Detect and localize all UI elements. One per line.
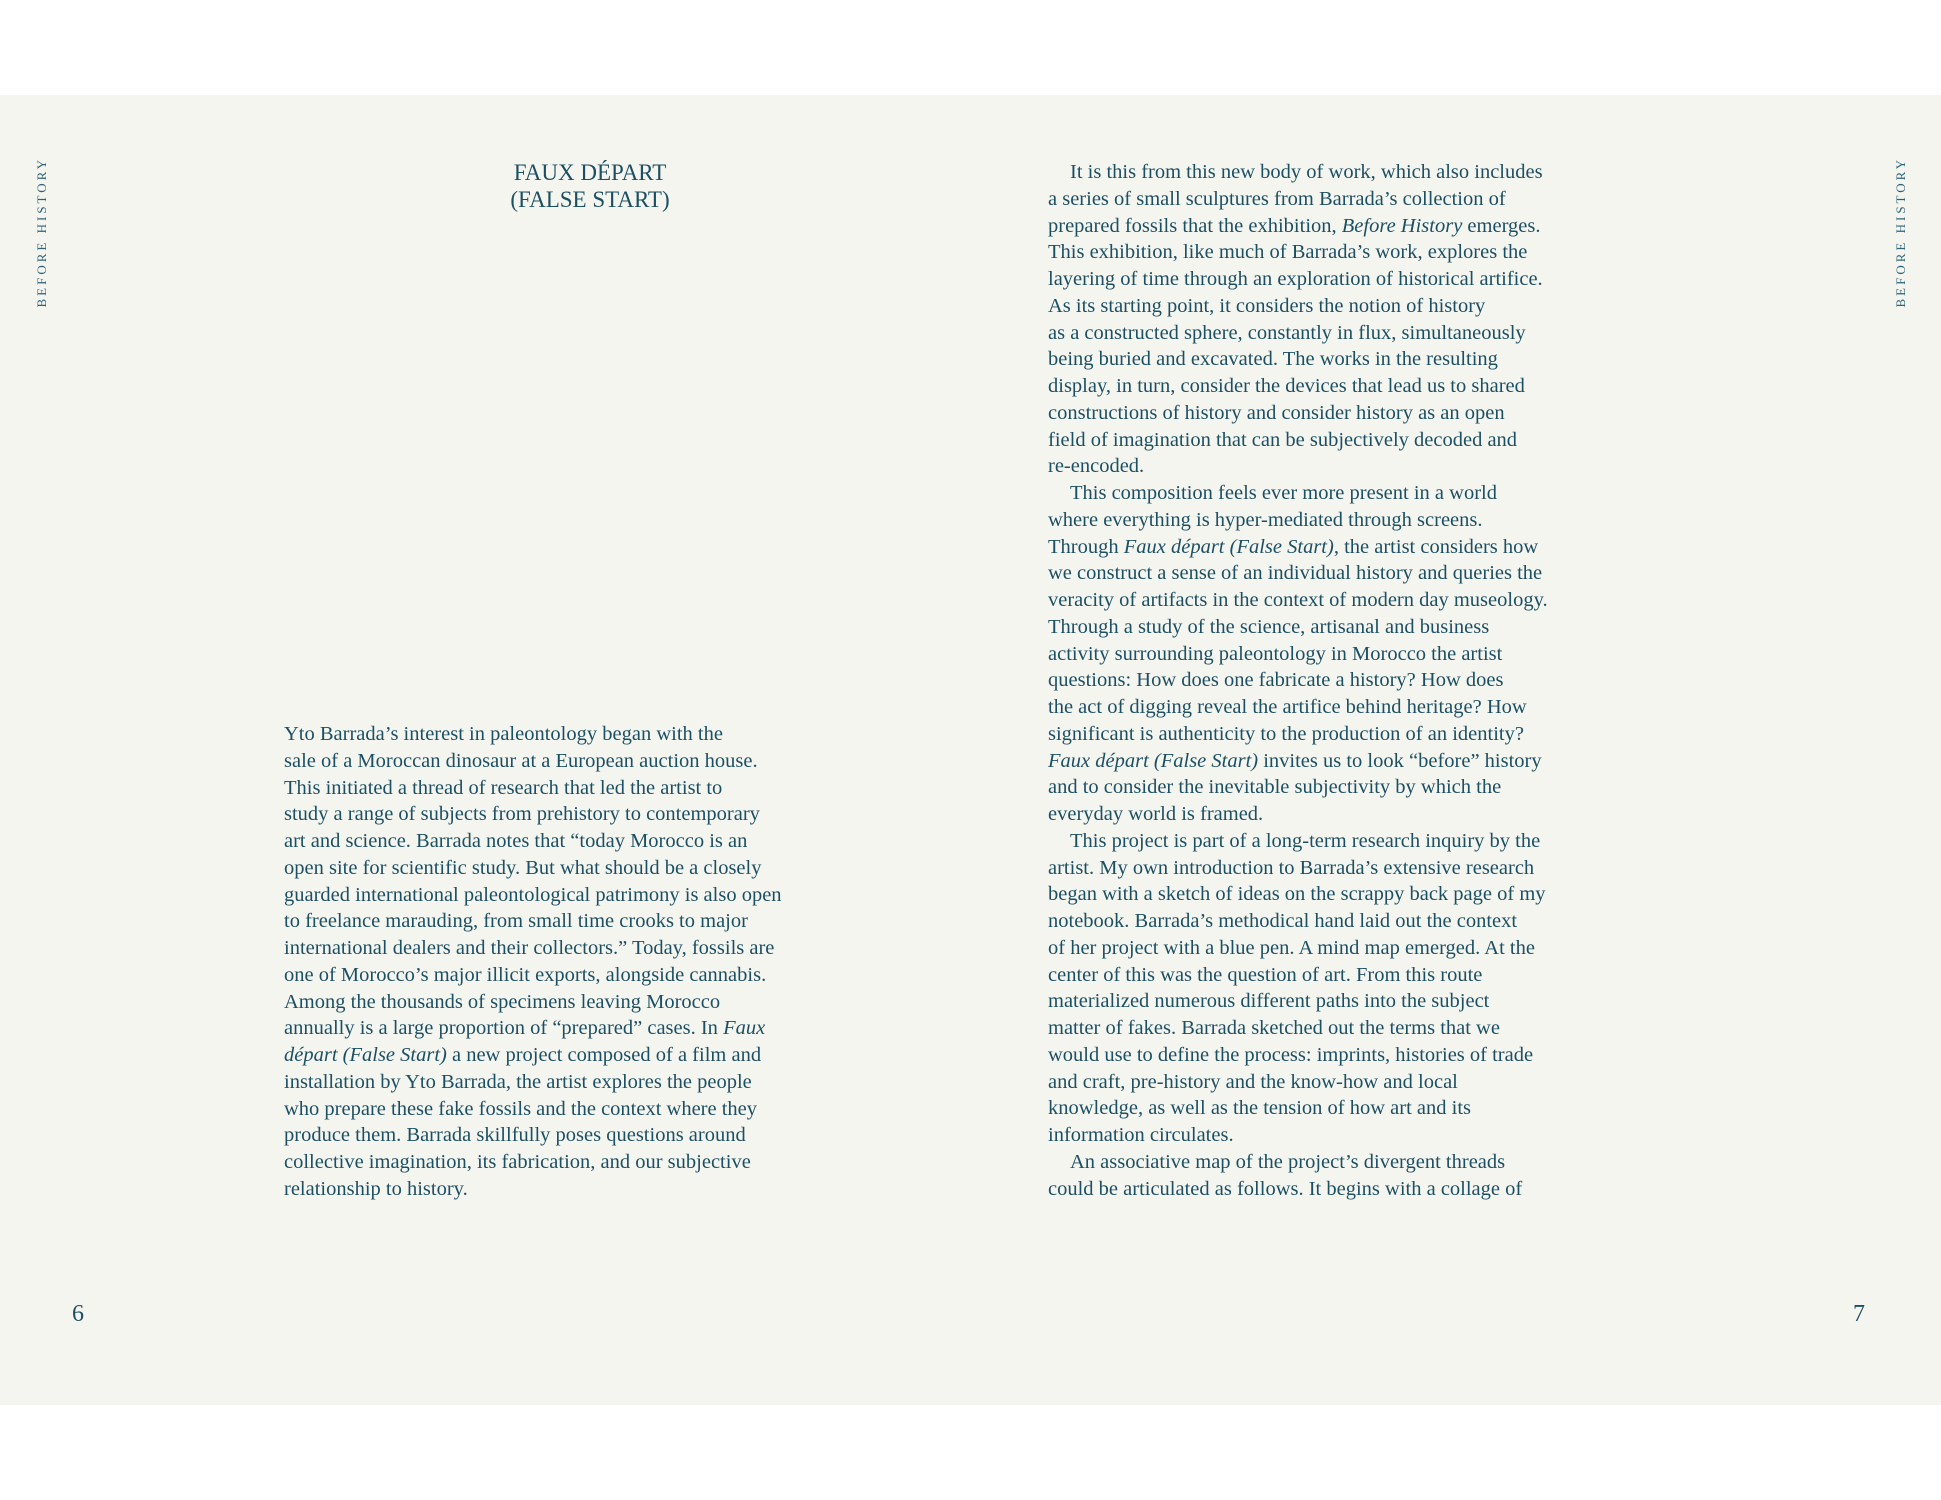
- text-line: [1048, 774, 1548, 801]
- text-run: study a range of subjects from prehistory to contemporary: [284, 803, 760, 826]
- text-line: [284, 1096, 782, 1123]
- text-run: artist. My own introduction to Barrada’s extensive research: [1048, 856, 1535, 879]
- text-run: An associative map of the project’s divergent threads: [1070, 1150, 1506, 1173]
- text-run: produce them. Barrada skillfully poses questions around: [284, 1124, 746, 1147]
- text-run: Through a study of the science, artisanal and business: [1048, 615, 1490, 638]
- text-line: [1048, 935, 1548, 962]
- text-run: invites us to look “before” history: [1258, 749, 1542, 772]
- text-line: [1048, 721, 1548, 748]
- text-line: [1048, 1069, 1548, 1096]
- text-line: [1048, 962, 1548, 989]
- text-run: re-encoded.: [1048, 455, 1145, 478]
- text-run: This exhibition, like much of Barrada’s work, explores the: [1048, 241, 1528, 264]
- text-line: [1048, 748, 1548, 775]
- text-run: It is this from this new body of work, which also includes: [1070, 161, 1543, 183]
- text-line: [1048, 1176, 1548, 1203]
- text-run: a series of small sculptures from Barrada’s collection of: [1048, 187, 1506, 210]
- text-run: we construct a sense of an individual history and queries the: [1048, 562, 1543, 585]
- text-run: , the artist considers how: [1333, 535, 1539, 558]
- text-run: guarded international paleontological patrimony is also open: [284, 883, 782, 906]
- text-run: veracity of artifacts in the context of modern day museology.: [1048, 589, 1548, 611]
- text-line: [1048, 801, 1548, 828]
- text-run: being buried and excavated. The works in the resulting: [1048, 348, 1498, 371]
- text-line: [284, 935, 782, 962]
- text-line: [284, 721, 782, 748]
- text-run: as a constructed sphere, constantly in flux, simultaneously: [1048, 321, 1526, 344]
- text-run: everyday world is framed.: [1048, 803, 1264, 825]
- text-run: international dealers and their collectors.” Today, fossils are: [284, 937, 775, 959]
- text-run: matter of fakes. Barrada sketched out the terms that we: [1048, 1017, 1500, 1039]
- text-line: [1048, 1042, 1548, 1069]
- text-run: annually is a large proportion of “prepared” cases. In: [284, 1017, 724, 1040]
- text-line: [1048, 1015, 1548, 1042]
- text-run: layering of time through an exploration of historical artifice.: [1048, 268, 1543, 290]
- text-line: [1048, 614, 1548, 641]
- text-run: installation by Yto Barrada, the artist explores the people: [284, 1070, 752, 1093]
- text-line: [1048, 587, 1548, 614]
- text-line: [284, 1015, 782, 1042]
- text-run: materialized numerous different paths into the subject: [1048, 990, 1490, 1013]
- text-run: one of Morocco’s major illicit exports, alongside cannabis.: [284, 963, 767, 986]
- text-line: [1048, 667, 1548, 694]
- right-page-text: [1048, 159, 1548, 1202]
- running-head-right: BEFORE HISTORY: [1893, 157, 1908, 308]
- text-line: [1048, 239, 1548, 266]
- text-run: As its starting point, it considers the notion of history: [1048, 294, 1486, 317]
- text-line: [1048, 293, 1548, 320]
- italic-title: Faux: [723, 1017, 766, 1040]
- text-line: [1048, 427, 1548, 454]
- left-page-text: [284, 721, 782, 1203]
- text-run: would use to define the process: imprints, histories of trade: [1048, 1043, 1534, 1066]
- text-run: display, in turn, consider the devices that lead us to shared: [1048, 375, 1525, 397]
- italic-title: Faux départ (False Start): [1048, 749, 1259, 772]
- text-run: field of imagination that can be subjectively decoded and: [1048, 428, 1518, 451]
- italic-title: Faux départ (False Start): [1123, 535, 1334, 558]
- text-run: sale of a Moroccan dinosaur at a European auction house.: [284, 749, 758, 772]
- text-line: [1048, 988, 1548, 1015]
- text-line: [284, 775, 782, 802]
- text-line: [284, 1122, 782, 1149]
- text-run: This project is part of a long-term research inquiry by the: [1070, 829, 1541, 852]
- text-line: [284, 882, 782, 909]
- text-line: [1048, 507, 1548, 534]
- text-run: began with a sketch of ideas on the scrappy back page of my: [1048, 883, 1546, 906]
- text-run: the act of digging reveal the artifice behind heritage? How: [1048, 696, 1527, 718]
- italic-title: départ (False Start): [284, 1044, 447, 1066]
- page-number-left: 6: [72, 1301, 84, 1327]
- text-line: [1048, 159, 1548, 186]
- text-run: information circulates.: [1048, 1124, 1234, 1146]
- text-line: [1048, 855, 1548, 882]
- text-run: This composition feels ever more present in a world: [1070, 482, 1497, 504]
- text-run: constructions of history and consider history as an open: [1048, 401, 1505, 424]
- text-run: Yto Barrada’s interest in paleontology began with the: [284, 723, 723, 745]
- text-line: [1048, 400, 1548, 427]
- page-number-right: 7: [1853, 1301, 1865, 1327]
- text-line: [1048, 346, 1548, 373]
- text-line: [284, 828, 782, 855]
- text-run: relationship to history.: [284, 1177, 468, 1200]
- text-line: [1048, 534, 1548, 561]
- text-run: where everything is hyper-mediated through screens.: [1048, 508, 1483, 531]
- text-run: a new project composed of a film and: [446, 1044, 762, 1066]
- text-run: who prepare these fake fossils and the context where they: [284, 1097, 758, 1120]
- text-line: [1048, 320, 1548, 347]
- text-line: [1048, 213, 1548, 240]
- text-run: questions: How does one fabricate a history? How does: [1048, 669, 1504, 692]
- text-run: collective imagination, its fabrication, and our subjective: [284, 1151, 751, 1173]
- text-run: open site for scientific study. But what should be a closely: [284, 856, 762, 879]
- text-line: [284, 908, 782, 935]
- text-run: could be articulated as follows. It begins with a collage of: [1048, 1177, 1523, 1200]
- text-line: [284, 801, 782, 828]
- text-line: [1048, 828, 1548, 855]
- text-run: This initiated a thread of research that led the artist to: [284, 776, 723, 799]
- text-line: [1048, 694, 1548, 721]
- text-line: [284, 1042, 782, 1069]
- title-line: FAUX DÉPART: [513, 160, 667, 185]
- text-line: [1048, 908, 1548, 935]
- text-line: [284, 1149, 782, 1176]
- text-run: knowledge, as well as the tension of how art and its: [1048, 1097, 1472, 1120]
- text-line: [1048, 453, 1548, 480]
- text-run: and to consider the inevitable subjectivity by which the: [1048, 776, 1502, 799]
- text-line: [1048, 1149, 1548, 1176]
- italic-title: Before History: [1341, 214, 1463, 237]
- text-run: to freelance marauding, from small time crooks to major: [284, 910, 748, 933]
- text-line: [1048, 480, 1548, 507]
- text-run: Among the thousands of specimens leaving Morocco: [284, 990, 721, 1013]
- running-head-left: BEFORE HISTORY: [34, 157, 49, 308]
- text-run: art and science. Barrada notes that “today Morocco is an: [284, 830, 748, 852]
- text-run: emerges.: [1462, 214, 1541, 237]
- text-line: [284, 989, 782, 1016]
- title-line: (FALSE START): [510, 187, 670, 212]
- text-run: prepared fossils that the exhibition,: [1048, 214, 1342, 237]
- text-line: [284, 1176, 782, 1203]
- text-run: Through: [1048, 535, 1124, 558]
- text-line: [1048, 373, 1548, 400]
- text-line: [284, 962, 782, 989]
- text-line: [284, 748, 782, 775]
- text-run: notebook. Barrada’s methodical hand laid out the context: [1048, 910, 1518, 932]
- text-line: [284, 855, 782, 882]
- text-line: [1048, 266, 1548, 293]
- text-run: and craft, pre-history and the know-how and local: [1048, 1070, 1458, 1093]
- text-line: [1048, 186, 1548, 213]
- text-line: [1048, 881, 1548, 908]
- text-line: [1048, 641, 1548, 668]
- text-run: of her project with a blue pen. A mind map emerged. At the: [1048, 936, 1535, 959]
- text-line: [1048, 1122, 1548, 1149]
- text-run: significant is authenticity to the production of an identity?: [1048, 722, 1524, 745]
- text-line: [1048, 1095, 1548, 1122]
- text-run: activity surrounding paleontology in Morocco the artist: [1048, 642, 1503, 665]
- text-line: [1048, 560, 1548, 587]
- book-spread: [0, 95, 1941, 1405]
- text-run: center of this was the question of art. From this route: [1048, 963, 1483, 986]
- section-title: [380, 159, 800, 213]
- text-line: [284, 1069, 782, 1096]
